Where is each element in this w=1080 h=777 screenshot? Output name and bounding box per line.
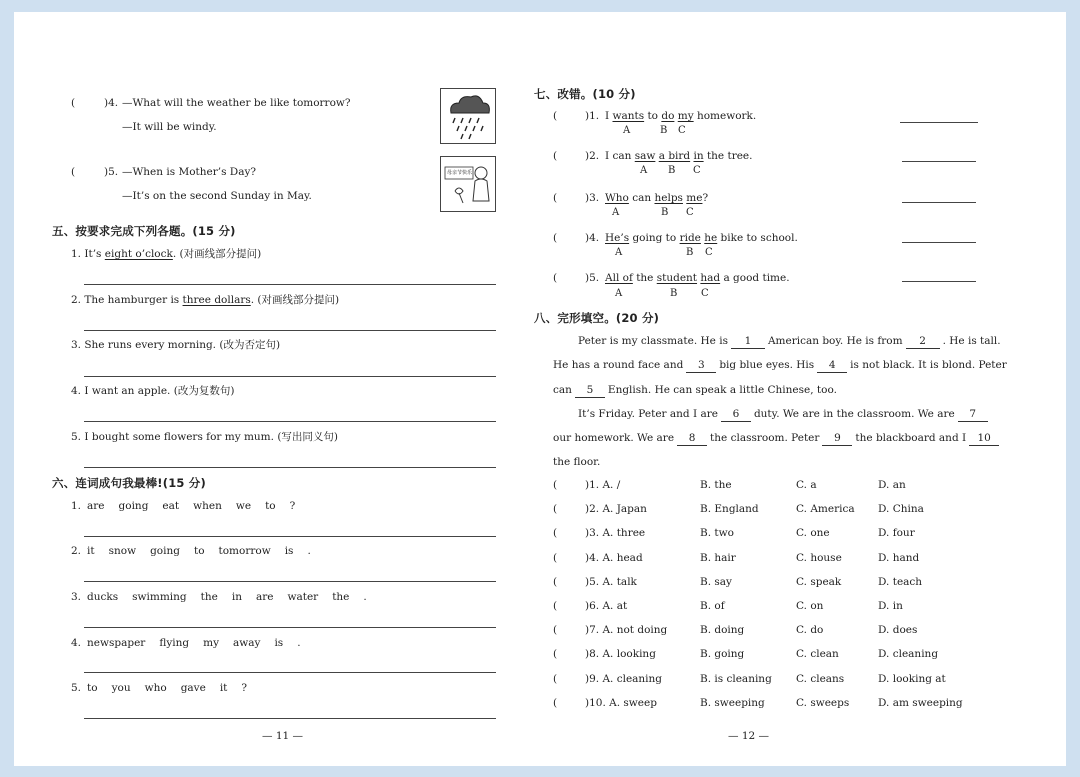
option-d[interactable]: D. four: [878, 527, 915, 540]
answer-line-5-1[interactable]: [84, 284, 496, 285]
option-paren[interactable]: (: [553, 551, 558, 564]
answer-line-6-5[interactable]: [84, 718, 496, 719]
option-d[interactable]: D. cleaning: [878, 648, 939, 661]
section-5-title: 五、按要求完成下列各题。(15 分): [52, 224, 236, 238]
s7-5-letter-a: A: [615, 288, 623, 299]
cloze-p1-line1: Peter is my classmate. He is 1 American boy. He is from 2 . He is tall.: [578, 335, 1001, 347]
option-b[interactable]: B. two: [700, 527, 734, 540]
option-b[interactable]: B. sweeping: [700, 696, 765, 709]
blank-7[interactable]: 7: [958, 407, 988, 422]
card-text: 母亲节快乐: [447, 170, 473, 176]
cloze-p1-line2: He has a round face and 3 big blue eyes. His 4 is not black. It is blond. Peter: [553, 359, 1007, 371]
s7-item-1: ( )1. I wants to do my homework.: [553, 110, 757, 122]
q5-answer: —It’s on the second Sunday in May.: [122, 190, 312, 202]
q5-question: —When is Mother’s Day?: [122, 166, 257, 178]
option-c[interactable]: C. a: [796, 479, 817, 491]
option-a[interactable]: )7. A. not doing: [585, 624, 668, 637]
blank-8[interactable]: 8: [677, 431, 707, 446]
option-d[interactable]: D. hand: [878, 551, 920, 564]
blank-1[interactable]: 1: [731, 334, 765, 349]
blank-4[interactable]: 4: [817, 358, 847, 373]
answer-line-7-3[interactable]: [902, 202, 976, 203]
s7-item-2: ( )2. I can saw a bird in the tree.: [553, 150, 753, 162]
s7-4-letter-b: B: [686, 247, 694, 258]
section-6-title: 六、连词成句我最棒!(15 分): [52, 476, 206, 490]
answer-line-6-4[interactable]: [84, 672, 496, 673]
q4-number: )4.: [104, 97, 119, 109]
option-c[interactable]: C. clean: [796, 648, 839, 661]
option-paren[interactable]: (: [553, 479, 558, 491]
s7-item-4: ( )4. He’s going to ride he bike to school.: [553, 232, 798, 244]
option-d[interactable]: D. an: [878, 479, 906, 491]
s6-item-4: 4. newspaper flying my away is .: [71, 637, 301, 649]
s7-4-letter-c: C: [705, 247, 713, 258]
option-paren[interactable]: (: [553, 600, 558, 612]
option-c[interactable]: C. America: [796, 503, 855, 516]
rain-cloud-icon: [440, 88, 496, 144]
option-b[interactable]: B. doing: [700, 624, 745, 637]
option-b[interactable]: B. going: [700, 648, 745, 661]
answer-line-6-2[interactable]: [84, 581, 496, 582]
option-paren[interactable]: (: [553, 648, 558, 661]
blank-5[interactable]: 5: [575, 383, 605, 398]
option-paren[interactable]: (: [553, 527, 558, 540]
q4-answer: —It will be windy.: [122, 121, 217, 133]
answer-line-5-3[interactable]: [84, 376, 496, 377]
option-b[interactable]: B. say: [700, 575, 732, 588]
option-a[interactable]: )6. A. at: [585, 600, 628, 612]
s7-2-letter-c: C: [693, 165, 701, 176]
option-c[interactable]: C. house: [796, 551, 842, 564]
cloze-p2-line2: our homework. We are 8 the classroom. Peter 9 the blackboard and I 10: [553, 431, 1002, 446]
section-8-title: 八、完形填空。(20 分): [534, 311, 660, 325]
s5-item-2: 2. The hamburger is three dollars. (对画线部分提问): [71, 294, 340, 306]
q4-paren-open: (: [71, 97, 76, 109]
s5-item-5: 5. I bought some flowers for my mum. (写出同义句): [71, 431, 339, 443]
s5-item-4: 4. I want an apple. (改为复数句): [71, 385, 235, 397]
blank-6[interactable]: 6: [721, 407, 751, 422]
answer-line-5-4[interactable]: [84, 421, 496, 422]
option-b[interactable]: B. is cleaning: [700, 672, 772, 685]
option-d[interactable]: D. looking at: [878, 672, 946, 685]
option-c[interactable]: C. do: [796, 624, 824, 637]
answer-line-7-4[interactable]: [902, 242, 976, 243]
s7-5-letter-b: B: [670, 288, 678, 299]
option-d[interactable]: D. China: [878, 503, 924, 516]
option-b[interactable]: B. hair: [700, 551, 736, 564]
mothers-day-card-icon: [440, 156, 496, 212]
answer-line-7-1[interactable]: [900, 122, 978, 123]
s7-3-letter-b: B: [661, 207, 669, 218]
s6-item-3: 3. ducks swimming the in are water the .: [71, 591, 367, 603]
option-c[interactable]: C. sweeps: [796, 696, 850, 709]
q5-paren-open: (: [71, 166, 76, 178]
blank-10[interactable]: 10: [969, 431, 999, 446]
s7-3-letter-c: C: [686, 207, 694, 218]
cloze-p2-line1: It’s Friday. Peter and I are 6 duty. We are in the classroom. We are 7: [578, 407, 991, 422]
s7-2-letter-a: A: [640, 165, 648, 176]
q4-question: —What will the weather be like tomorrow?: [122, 97, 351, 109]
option-d[interactable]: D. am sweeping: [878, 696, 963, 709]
option-paren[interactable]: (: [553, 624, 558, 637]
cloze-p1-line3: can 5 English. He can speak a little Chinese, too.: [553, 384, 837, 396]
option-c[interactable]: C. on: [796, 600, 824, 612]
answer-line-6-1[interactable]: [84, 536, 496, 537]
answer-line-6-3[interactable]: [84, 627, 496, 628]
option-paren[interactable]: (: [553, 696, 558, 709]
blank-9[interactable]: 9: [822, 431, 852, 446]
s7-1-letter-c: C: [678, 125, 686, 136]
option-b[interactable]: B. England: [700, 503, 759, 516]
section-7-title: 七、改错。(10 分): [534, 87, 636, 101]
page-number-right: — 12 —: [728, 730, 770, 742]
exam-sheet: [14, 12, 1066, 766]
option-paren[interactable]: (: [553, 575, 558, 588]
option-a[interactable]: )4. A. head: [585, 551, 643, 564]
option-a[interactable]: )5. A. talk: [585, 575, 637, 588]
s6-item-2: 2. it snow going to tomorrow is .: [71, 545, 311, 557]
option-b[interactable]: B. of: [700, 600, 725, 612]
answer-line-5-5[interactable]: [84, 467, 496, 468]
answer-line-7-5[interactable]: [902, 281, 976, 282]
s5-item-1: 1. It’s eight o’clock. (对画线部分提问): [71, 248, 262, 260]
option-a[interactable]: )3. A. three: [585, 527, 646, 540]
option-c[interactable]: C. speak: [796, 575, 842, 588]
answer-line-5-2[interactable]: [84, 330, 496, 331]
option-a[interactable]: )8. A. looking: [585, 648, 656, 661]
s7-2-letter-b: B: [668, 165, 676, 176]
answer-line-7-2[interactable]: [902, 161, 976, 162]
option-d[interactable]: D. in: [878, 600, 903, 612]
s7-4-letter-a: A: [615, 247, 623, 258]
s7-item-5: ( )5. All of the student had a good time.: [553, 272, 790, 284]
q5-number: )5.: [104, 166, 119, 178]
option-paren[interactable]: (: [553, 503, 558, 516]
page-number-left: — 11 —: [262, 730, 304, 742]
s6-item-5: 5. to you who gave it ?: [71, 682, 248, 694]
s7-item-3: ( )3. Who can helps me?: [553, 192, 709, 204]
blank-2[interactable]: 2: [906, 334, 940, 349]
option-c[interactable]: C. one: [796, 527, 830, 540]
blank-3[interactable]: 3: [686, 358, 716, 373]
option-c[interactable]: C. cleans: [796, 672, 845, 685]
option-d[interactable]: D. teach: [878, 575, 923, 588]
s6-item-1: 1. are going eat when we to ?: [71, 500, 296, 512]
s5-item-3: 3. She runs every morning. (改为否定句): [71, 339, 281, 351]
option-a[interactable]: )10. A. sweep: [585, 696, 657, 709]
s7-1-letter-a: A: [623, 125, 631, 136]
s7-3-letter-a: A: [612, 207, 620, 218]
s7-5-letter-c: C: [701, 288, 709, 299]
option-paren[interactable]: (: [553, 672, 558, 685]
s7-1-letter-b: B: [660, 125, 668, 136]
cloze-p2-line3: the floor.: [553, 456, 601, 468]
option-b[interactable]: B. the: [700, 479, 732, 491]
option-a[interactable]: )1. A. /: [585, 479, 621, 491]
option-d[interactable]: D. does: [878, 624, 918, 637]
option-a[interactable]: )2. A. Japan: [585, 503, 647, 516]
option-a[interactable]: )9. A. cleaning: [585, 672, 663, 685]
